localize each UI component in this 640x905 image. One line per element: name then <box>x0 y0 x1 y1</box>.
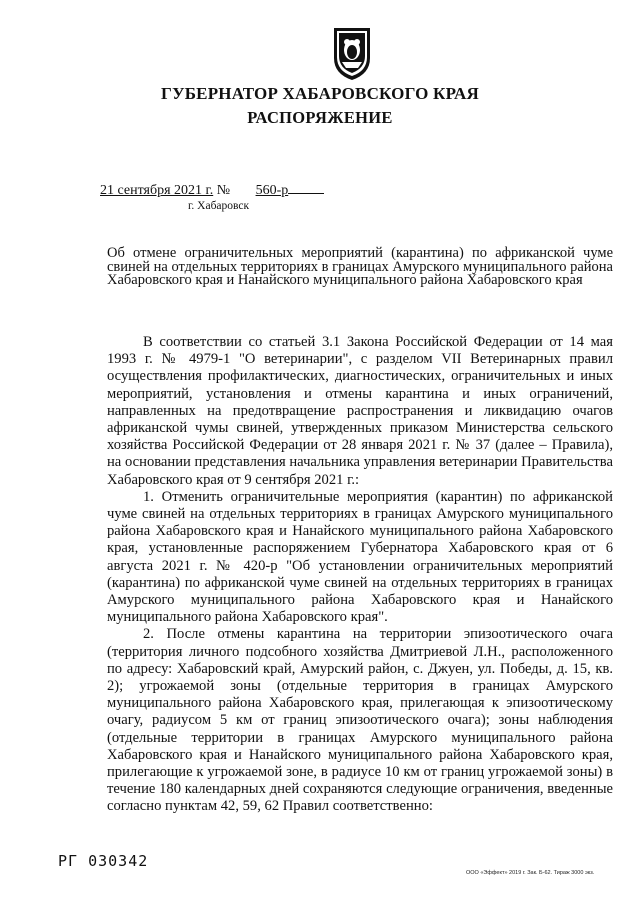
document-number: 560-р <box>255 183 289 198</box>
date-number-line <box>100 181 324 199</box>
number-underline <box>288 181 324 194</box>
coat-of-arms-icon <box>328 24 376 82</box>
clause-2-paragraph: 2. После отмены карантина на территории эпизоотического очага (территория личного подсобного хозяйства Дмитриевой Л.Н., расположенного по адресу: Хабаровский край, Амурский район, с. Джуен, ул. Победы, д. 15, кв. 2); угрожаемой зоны (отдельные территория в границах Амурского муниципального района Хабаровского края, прилегающая к эпизоотическому очагу, радиусом 5 км от границ эпизоотического очага); зоны наблюдения (отдельные территории в границах Амурского муниципального района Хабаровского края и Нанайского муниципального района Хабаровского края, прилегающие к угрожаемой зоне, в радиусе 10 км от границ угрожаемой зоны) в течение 180 календарных дней сохраняются следующие ограничения, введенные согласно пунктам 42, 59, 62 Правил соответственно: <box>107 626 613 815</box>
issuing-authority: ГУБЕРНАТОР ХАБАРОВСКОГО КРАЯ <box>161 84 479 103</box>
preamble-paragraph: В соответствии со статьей 3.1 Закона Российской Федерации от 14 мая 1993 г. № 4979-1 "О ветеринарии", с разделом VII Ветеринарных правил осуществления профилактических, диагностических, ограничительных и иных мероприятий, установления и отмены карантина и иных ограничений, направленных на предотвращение распространения и ликвидацию очагов африканской чумы свиней, утвержденных приказом Министерства сельского хозяйства Российской Федерации от 28 января 2021 г. № 37 (далее – Правила), на основании представления начальника управления ветеринарии Правительства Хабаровского края от 9 сентября 2021 г.: <box>107 334 613 488</box>
document-city: г. Хабаровск <box>188 200 250 212</box>
document-date: 21 сентября 2021 г. <box>100 183 214 198</box>
form-serial-number: РГ 030342 <box>58 852 149 870</box>
number-sign: № <box>216 183 231 198</box>
clause-1-paragraph: 1. Отменить ограничительные мероприятия (карантин) по африканской чуме свиней на отдельных территориях в границах Амурского муниципального района Хабаровского края и Нанайского муниципального района Хабаровского края, установленные распоряжением Губернатора Хабаровского края от 6 августа 2021 г. № 420-р "Об установлении ограничительных мероприятий (карантина) по африканской чуме свиней на отдельных территориях в границах Амурского муниципального района Хабаровского края и Нанайского муниципального района Хабаровского края". <box>107 488 613 626</box>
printer-imprint: ООО «Эффект» 2019 г. Зак. Б-62. Тираж 3000 экз. <box>466 870 595 876</box>
document-body <box>107 334 613 816</box>
document-type: РАСПОРЯЖЕНИЕ <box>247 108 393 127</box>
document-title: Об отмене ограничительных мероприятий (карантина) по африканской чуме свиней на отдельных территориях в границах Амурского муниципального района Хабаровского края и Нанайского муниципального района Хабаровского края <box>107 245 613 288</box>
